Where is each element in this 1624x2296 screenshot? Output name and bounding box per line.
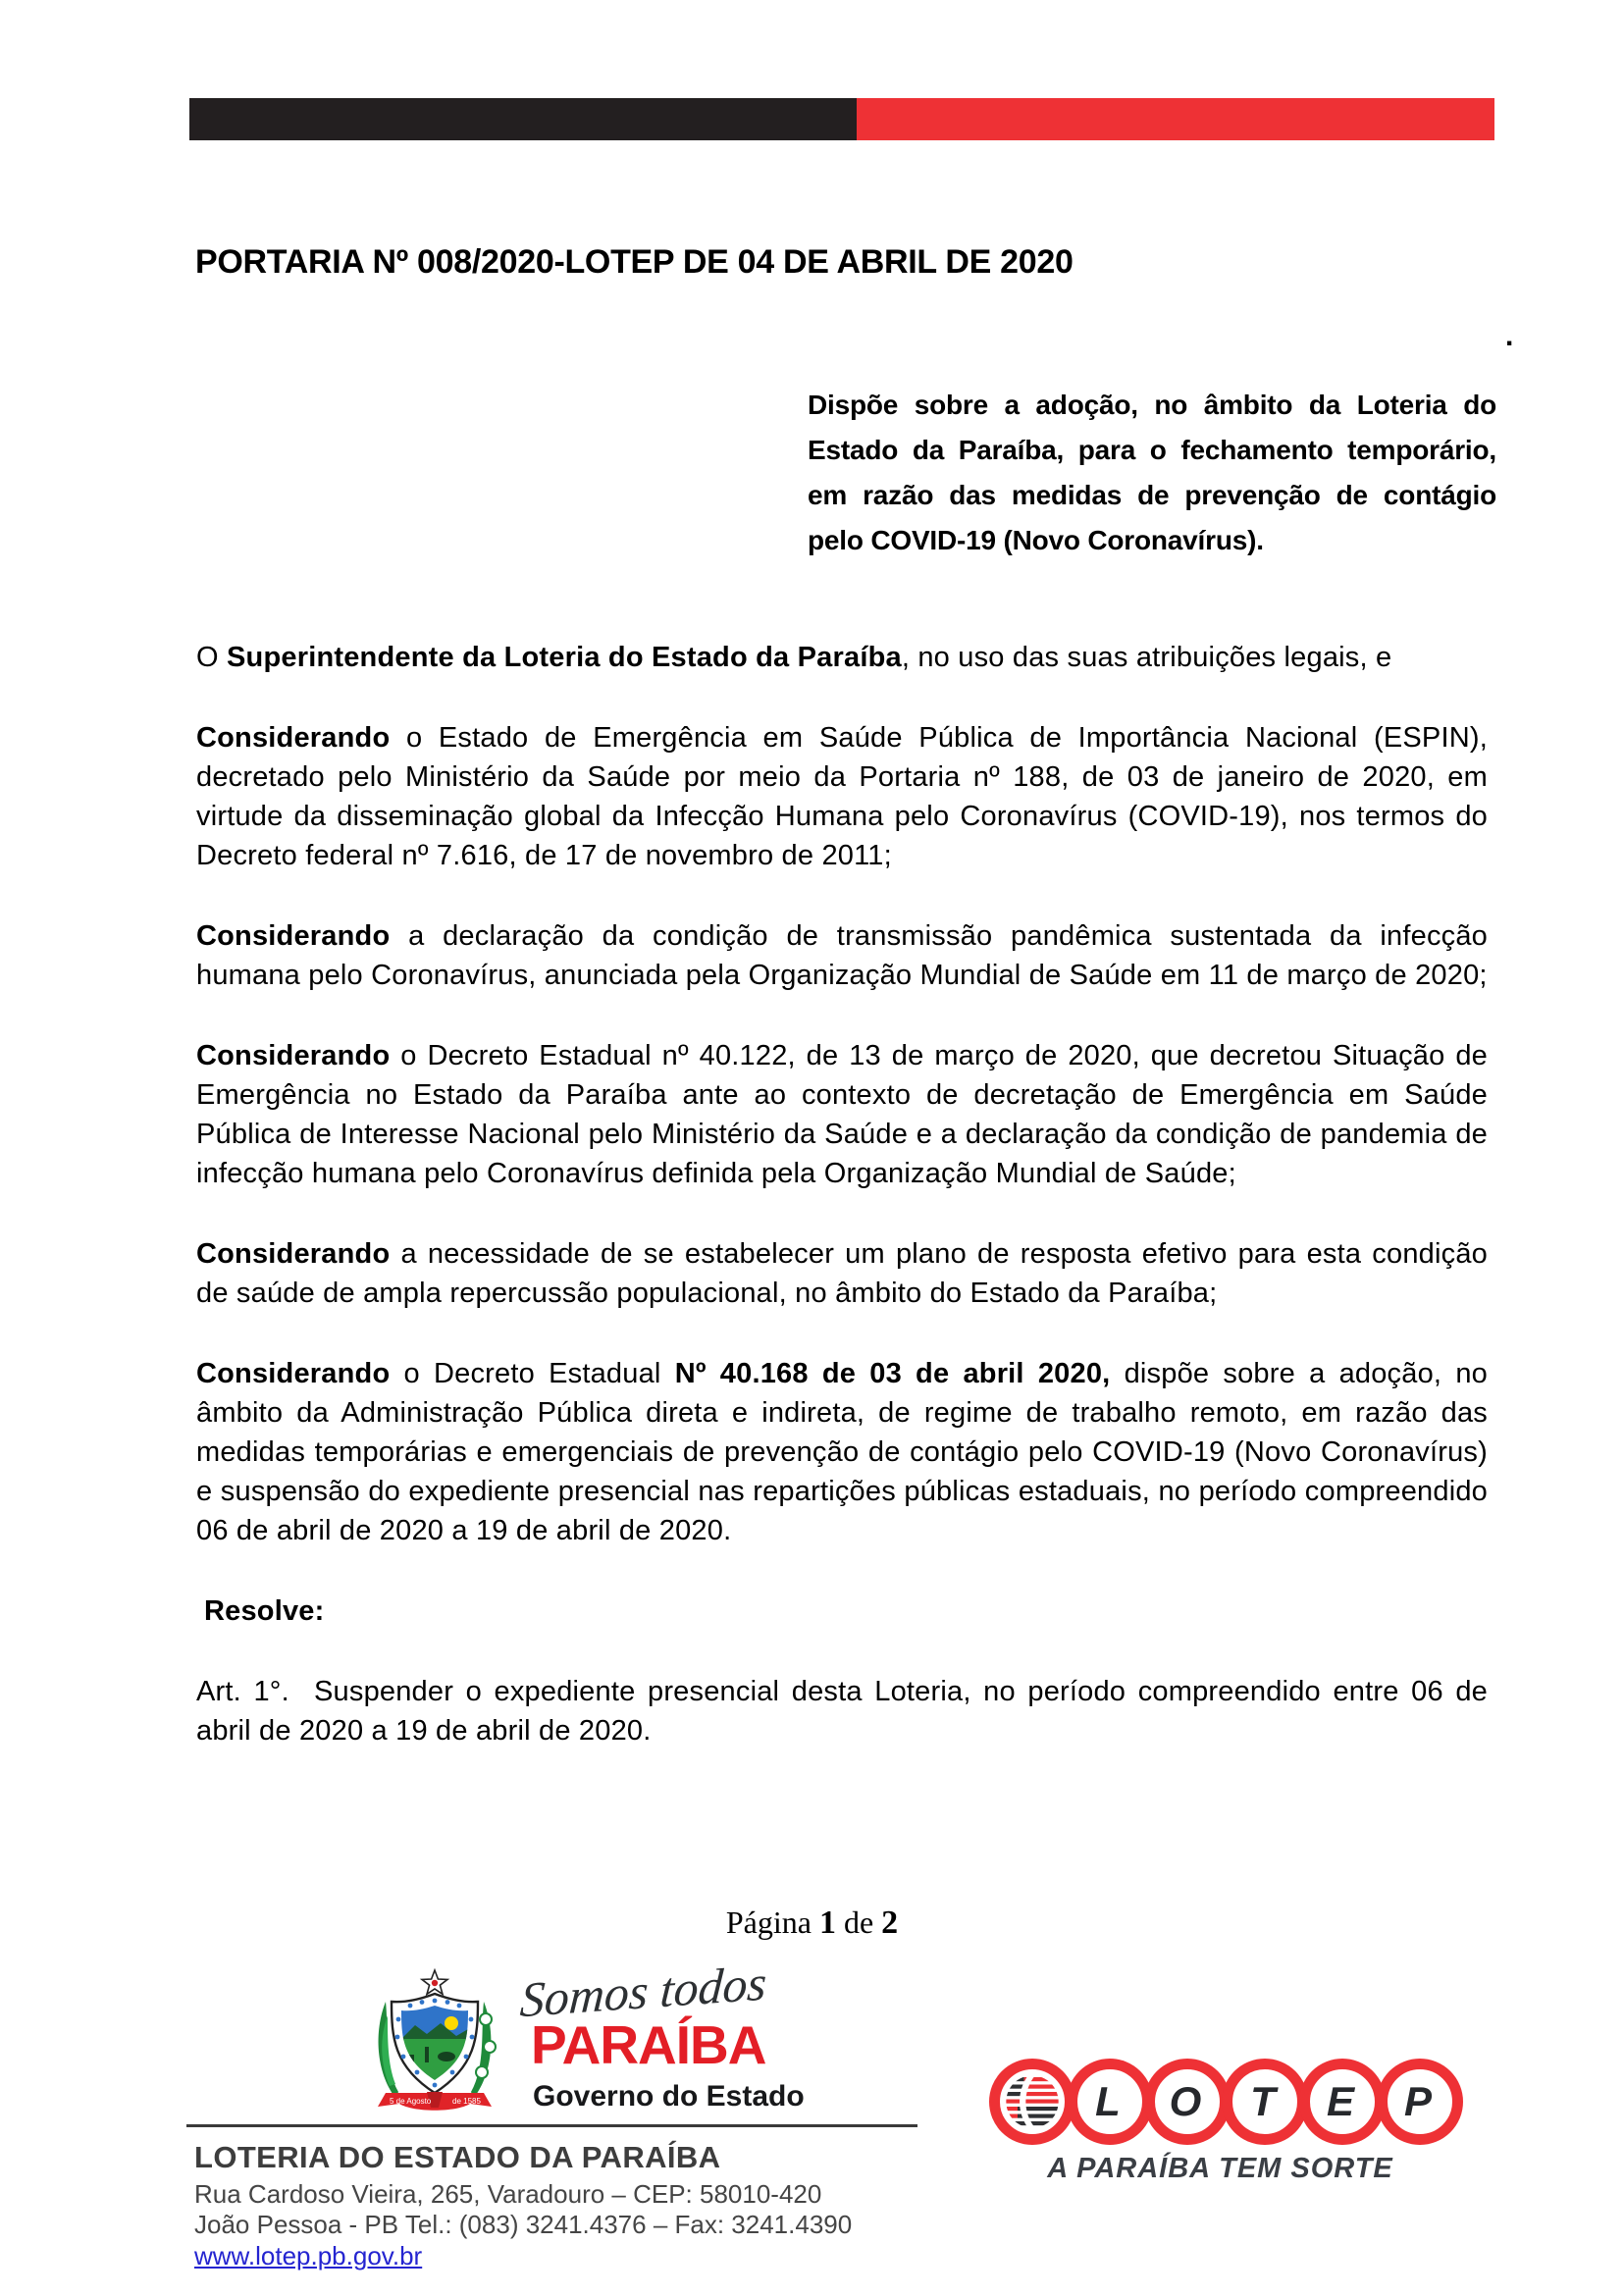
paragraph-considering-1 bbox=[196, 718, 1488, 875]
page-number-current: 1 bbox=[818, 1905, 836, 1941]
page-number bbox=[0, 1905, 1624, 1942]
lotep-tagline: A PARAÍBA TEM SORTE bbox=[1047, 2153, 1393, 2184]
considering-2-rest: a declaração da condição de transmissão pandêmica sustentada da infecção humana pelo Coronavírus, anunciada pela Organização Mundial de Saúde em 11 de março de 2020; bbox=[196, 920, 1488, 991]
considering-4-rest: a necessidade de se estabelecer um plano de resposta efetivo para esta condição de saúde de ampla repercussão populacional, no âmbito do Estado da Paraíba; bbox=[196, 1238, 1488, 1309]
considering-1-lead: Considerando bbox=[196, 722, 391, 754]
resolve-heading bbox=[196, 1592, 1488, 1631]
lotep-letter-p: P bbox=[1403, 2078, 1432, 2124]
header-bar-red-segment bbox=[857, 98, 1494, 140]
lotep-letter-circle bbox=[1377, 2059, 1463, 2145]
stray-period: . bbox=[1505, 320, 1514, 352]
paragraph-considering-3 bbox=[196, 1036, 1488, 1193]
lotep-letter-circle bbox=[1222, 2059, 1308, 2145]
preamble-rest: , no uso das suas atribuições legais, e bbox=[901, 642, 1392, 673]
lotep-letter-circle bbox=[1067, 2059, 1153, 2145]
footer-address-line2: João Pessoa - PB Tel.: (083) 3241.4376 – Fax: 3241.4390 bbox=[194, 2210, 853, 2239]
paraiba-coat-of-arms-icon bbox=[366, 1968, 503, 2115]
coa-ribbon-right-text: de 1585 bbox=[452, 2097, 481, 2106]
footer-org-name: LOTERIA DO ESTADO DA PARAÍBA bbox=[194, 2140, 721, 2174]
considering-2-lead: Considerando bbox=[196, 920, 391, 952]
preamble-pre: O bbox=[196, 642, 228, 673]
page-number-separator: de bbox=[835, 1905, 882, 1940]
considering-3-rest: o Decreto Estadual nº 40.122, de 13 de março de 2020, que decretou Situação de Emergência no Estado da Paraíba ante ao contexto de decretação de Emergência em Saúde Pública de Interesse Nacional pelo Ministério da Saúde e a declaração da condição de pandemia de infecção humana pelo Coronavírus definida pela Organização Mundial de Saúde; bbox=[196, 1040, 1488, 1189]
lotep-globe-icon bbox=[1003, 2072, 1062, 2131]
paragraph-considering-5 bbox=[196, 1354, 1488, 1550]
paragraph-considering-4 bbox=[196, 1234, 1488, 1313]
gov-logo-brand-text: PARAÍBA bbox=[531, 2014, 766, 2075]
coa-ribbon-left-text: 5 de Agosto bbox=[390, 2097, 432, 2106]
considering-5-decree: Nº 40.168 de 03 de abril 2020, bbox=[674, 1358, 1111, 1389]
considering-5-lead: Considerando bbox=[196, 1358, 391, 1389]
document-title: PORTARIA Nº 008/2020-LOTEP DE 04 DE ABRIL DE 2020 bbox=[195, 243, 1074, 281]
page-number-total: 2 bbox=[881, 1905, 899, 1941]
considering-5-mid: o Decreto Estadual bbox=[390, 1358, 675, 1389]
gov-logo-subtitle: Governo do Estado bbox=[533, 2080, 805, 2113]
lotep-letter-l: L bbox=[1095, 2078, 1121, 2124]
document-body bbox=[196, 638, 1496, 1792]
header-bar bbox=[189, 98, 1494, 140]
considering-4-lead: Considerando bbox=[196, 1238, 391, 1270]
gov-logo-script-text: Somos todos bbox=[518, 1955, 769, 2028]
lotep-globe-circle bbox=[989, 2059, 1075, 2145]
footer-address-line1: Rua Cardoso Vieira, 265, Varadouro – CEP: 58010-420 bbox=[194, 2179, 822, 2209]
resolve-label: Resolve: bbox=[204, 1595, 325, 1627]
preamble-bold: Superintendente da Loteria do Estado da Paraíba bbox=[227, 642, 902, 673]
paragraph-article-1: Art. 1°. Suspender o expediente presencial desta Loteria, no período compreendido entre 06 de abril de 2020 a 19 de abril de 2020. bbox=[196, 1676, 1496, 1747]
epigraph-summary: Dispõe sobre a adoção, no âmbito da Loteria do Estado da Paraíba, para o fechamento temporário, em razão das medidas de prevenção de contágio pelo COVID-19 (Novo Coronavírus). bbox=[808, 390, 1496, 555]
paragraph-preamble bbox=[196, 638, 1488, 677]
lotep-letter-e: E bbox=[1326, 2078, 1354, 2124]
page-number-label: Página bbox=[725, 1905, 819, 1940]
lotep-letter-circle bbox=[1299, 2059, 1386, 2145]
header-bar-black-segment bbox=[189, 98, 857, 140]
considering-1-rest: o Estado de Emergência em Saúde Pública de Importância Nacional (ESPIN), decretado pelo Ministério da Saúde por meio da Portaria nº 188, de 03 de janeiro de 2020, em virtude da disseminação global da Infecção Humana pelo Coronavírus (COVID-19), nos termos do Decreto federal nº 7.616, de 17 de novembro de 2011; bbox=[196, 722, 1488, 871]
paragraph-considering-2 bbox=[196, 916, 1488, 995]
lotep-logo bbox=[989, 2059, 1454, 2145]
lotep-letter-o: O bbox=[1169, 2078, 1202, 2124]
lotep-letter-circle bbox=[1144, 2059, 1231, 2145]
considering-5-rest: dispõe sobre a adoção, no âmbito da Administração Pública direta e indireta, de regime de trabalho remoto, em razão das medidas temporárias e emergenciais de prevenção de contágio pelo COVID-19 (Novo Coronavírus) e suspensão do expediente presencial nas repartições públicas estaduais, no período compreendido 06 de abril de 2020 a 19 de abril de 2020. bbox=[196, 1358, 1488, 1546]
footer-divider bbox=[186, 2124, 917, 2127]
lotep-letter-t: T bbox=[1250, 2078, 1276, 2124]
footer-website-link[interactable]: www.lotep.pb.gov.br bbox=[194, 2241, 423, 2270]
considering-3-lead: Considerando bbox=[196, 1040, 391, 1071]
